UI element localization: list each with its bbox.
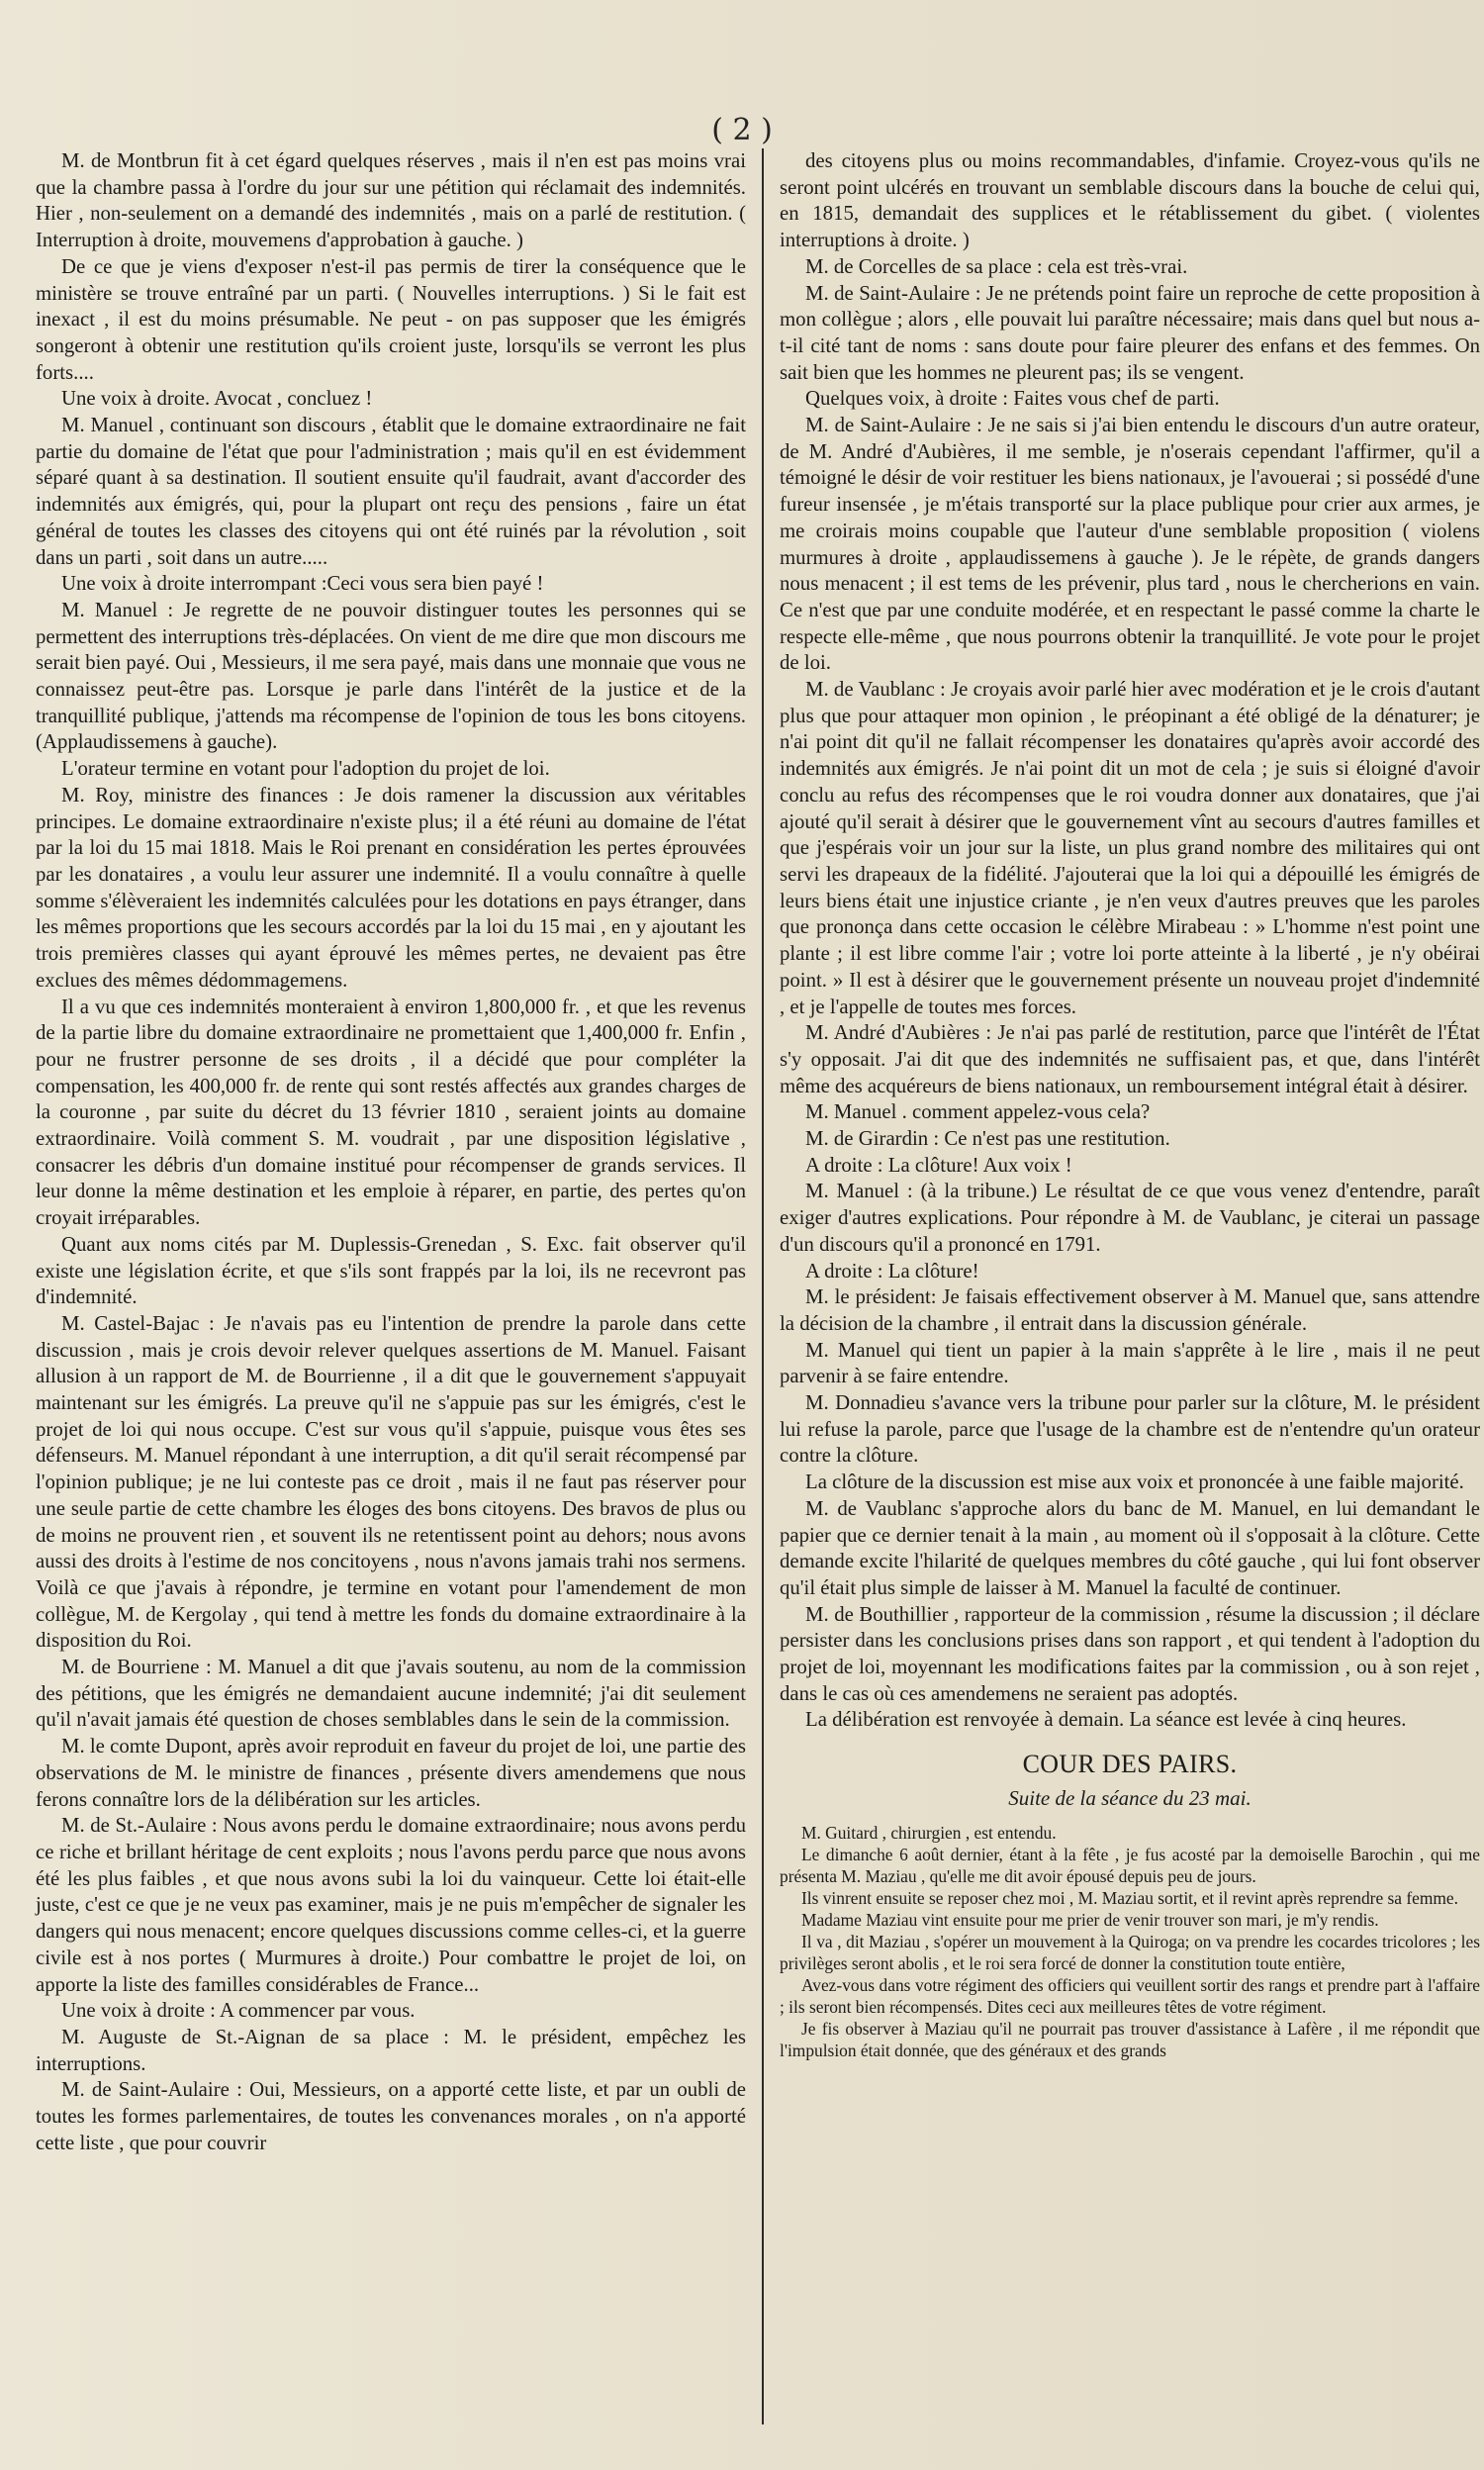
paragraph: M. de Saint-Aulaire : Je ne sais si j'ai bien entendu le discours d'un autre orateur, de M. André d'Aubières, il me semble, je n'oserais cependant l'affirmer, qu'il a témoigné le désir de voir restituer les biens nationaux, je l'avouerai ; si possédé d'une fureur insensée , je m'étais transporté sur la place publique pour crier aux armes, je me croirais moins coupable que l'auteur d'une semblable proposition ( violens murmures à droite , applaudissemens à gauche ). Je le répète, de grands dangers nous menacent ; il est tems de les prévenir, plus tard , nous le chercherions en vain. Ce n'est que par une conduite modérée, et en respectant le passé comme la charte le respecte elle-même , que nous pourrons obtenir la tranquillité. Je vote pour le projet de loi. <box>780 414 1480 675</box>
paragraph: M. de Saint-Aulaire : Je ne prétends point faire un reproche de cette proposition à mon collègue ; alors , elle pouvait lui paraître nécessaire; mais dans quel but nous a-t-il cité tant de noms : sans doute pour faire pleurer des enfans et des femmes. On sait bien que les hommes ne pleurent pas; ils se vengent. <box>780 281 1480 384</box>
paragraph: L'orateur termine en votant pour l'adoption du projet de loi. <box>61 757 550 781</box>
paragraph: M. de Saint-Aulaire : Oui, Messieurs, on a apporté cette liste, et par un oubli de toutes les formes parlementaires, de toutes les convenances morales , on n'a apporté cette liste , que pour couvrir <box>36 2078 746 2154</box>
paragraph: Il a vu que ces indemnités monteraient à environ 1,800,000 fr. , et que les revenus de la partie libre du domaine extraordinaire ne promettaient que 1,400,000 fr. Enfin , pour ne frustrer personne de ses droits , il a décidé que pour compléter la compensation, les 400,000 fr. de rente qui sont restés affectés aux grandes charges de la couronne , par suite du décret du 13 février 1810 , seraient joints au domaine extraordinaire. Voilà comment S. M. voudrait , par une disposition législative , consacrer les débris d'un domaine institué pour récompenser de grands services. Il leur donne la même destination et les emploie à réparer, en partie, des pertes qu'on croyait irréparables. <box>36 995 746 1230</box>
paragraph: Quant aux noms cités par M. Duplessis-Grenedan , S. Exc. fait observer qu'il existe une législation écrite, et que s'ils sont frappés par la loi, ils ne recevront pas d'indemnité. <box>36 1232 746 1309</box>
paragraph: Ils vinrent ensuite se reposer chez moi , M. Maziau sortit, et il revint après reprendre sa femme. <box>801 1887 1458 1908</box>
paragraph: M. de Montbrun fit à cet égard quelques réserves , mais il n'en est pas moins vrai que la chambre passa à l'ordre du jour sur une pétition qui réclamait des indemnités. Hier , non-seulement on a demandé des indemnités , mais on a parlé de restitution. ( Interruption à droite, mouvemens d'approbation à gauche. ) <box>36 149 746 252</box>
paragraph: M. de Vaublanc s'approche alors du banc de M. Manuel, en lui demandant le papier que ce dernier tenait à la main , au moment où il s'opposait à la clôture. Cette demande excite l'hilarité de quelques membres du côté gauche , qui lui font observer qu'il était plus simple de laisser à M. Manuel la faculté de continuer. <box>780 1496 1480 1599</box>
paragraph: Quelques voix, à droite : Faites vous chef de parti. <box>805 387 1220 411</box>
paragraph: M. Manuel qui tient un papier à la main s'apprête à le lire , mais il ne peut parvenir à se faire entendre. <box>780 1338 1480 1388</box>
paragraph: De ce que je viens d'exposer n'est-il pas permis de tirer la conséquence que le ministère se trouve entraîné par un parti. ( Nouvelles interruptions. ) Si le fait est inexact , il est du moins présumable. Ne peut - on pas supposer que les émigrés songeront à obtenir une restitution qu'ils croient juste, lorsqu'ils se verront les plus forts.... <box>36 254 746 384</box>
section-body <box>780 1822 1480 2061</box>
paragraph: Le dimanche 6 août dernier, étant à la fête , je fus acosté par la demoiselle Barochin , qui me présenta M. Maziau , qu'elle me dit avoir épousé depuis peu de jours. <box>780 1844 1480 1886</box>
section-subtitle: Suite de la séance du 23 mai. <box>1008 1786 1252 1811</box>
paragraph: M. de Bouthillier , rapporteur de la commission , résume la discussion ; il déclare persister dans les conclusions prises dans son rapport , et qui tendent à l'adoption du projet de loi, moyennant les modifications faites par la commission , ou à son rejet , dans le cas où ces amendemens ne seraient pas adoptés. <box>780 1602 1480 1705</box>
paragraph: M. André d'Aubières : Je n'ai pas parlé de restitution, parce que l'intérêt de l'État s'y opposait. J'ai dit que des indemnités ne suffisaient pas, et que, dans l'intérêt même des acquéreurs de biens nationaux, un remboursement intégral était à désirer. <box>780 1021 1480 1097</box>
paragraph: La délibération est renvoyée à demain. La séance est levée à cinq heures. <box>805 1708 1407 1732</box>
paragraph: Une voix à droite interrompant :Ceci vous sera bien payé ! <box>61 572 544 596</box>
paragraph: M. Guitard , chirurgien , est entendu. <box>801 1822 1057 1843</box>
paragraph: M. Donnadieu s'avance vers la tribune pour parler sur la clôture, M. le président lui refuse la parole, parce que l'usage de la chambre est de n'entendre qu'un orateur contre la clôture. <box>780 1391 1480 1468</box>
paragraph: M. le comte Dupont, après avoir reproduit en faveur du projet de loi, une partie des observations de M. le ministre de finances , présente divers amendemens que nous ferons connaître lors de la délibération sur les articles. <box>36 1735 746 1811</box>
paragraph: M. de St.-Aulaire : Nous avons perdu le domaine extraordinaire; nous avons perdu ce riche et brillant héritage de cent exploits ; nous l'avons perdu parce que nous avons été les plus faibles , et que nous avons subi la loi du vainqueur. Cette loi était-elle juste, c'est ce que je ne veux pas examiner, mais je ne puis m'empêcher de signaler les dangers qui nous menacent; encore quelques discussions comme celles-ci, et la guerre civile est à nos portes ( Murmures à droite.) Pour combattre le projet de loi, on apporte la liste des familles considérables de France... <box>36 1814 746 1996</box>
right-column <box>780 148 1480 2061</box>
paragraph: M. Auguste de St.-Aignan de sa place : M. le président, empêchez les interruptions. <box>36 2025 746 2075</box>
paragraph: A droite : La clôture! Aux voix ! <box>805 1153 1072 1177</box>
paragraph: M. Manuel : Je regrette de ne pouvoir distinguer toutes les personnes qui se permettent des interruptions très-déplacées. On vient de me dire que mon discours me serait bien payé. Oui , Messieurs, il me sera payé, mais dans une monnaie que vous ne connaissez peut-être pas. Lorsque je parle dans l'intérêt de la justice et de la tranquillité publique, j'attends ma récompense de l'opinion de tous les bons citoyens. (Applaudissemens à gauche). <box>36 598 746 754</box>
paragraph: Avez-vous dans votre régiment des officiers qui veuillent sortir des rangs et prendre part à l'affaire ; ils seront bien récompensés. Dites ceci aux meilleures têtes de votre régiment. <box>780 1974 1480 2017</box>
page-number: ( 2 ) <box>711 113 773 147</box>
paragraph: M. Manuel : (à la tribune.) Le résultat de ce que vous venez d'entendre, paraît exiger d'autres explications. Pour répondre à M. de Vaublanc, je citerai un passage d'un discours qu'il a prononcé en 1791. <box>780 1180 1480 1256</box>
paragraph: M. de Bourriene : M. Manuel a dit que j'avais soutenu, au nom de la commission des pétitions, que les émigrés ne demandaient aucune indemnité; j'ai dit seulement qu'il n'avait jamais été question de choses semblables dans le sein de la commission. <box>36 1656 746 1732</box>
paragraph: M. Castel-Bajac : Je n'avais pas eu l'intention de prendre la parole dans cette discussion , mais je crois devoir relever quelques assertions de M. Manuel. Faisant allusion à un rapport de M. de Bourrienne , il a dit que le gouvernement s'appuyait maintenant sur les émigrés. La preuve qu'il ne s'appuie pas sur les émigrés, c'est le projet de loi qui nous occupe. C'est sur vous qu'il s'appuie, puisque vous êtes ses défenseurs. M. Manuel répondant à une interruption, a dit qu'il serait récompensé par l'opinion publique; je ne lui conteste pas ce droit , mais il ne faut pas réserver pour une seule partie de cette chambre les éloges des bons citoyens. Des bravos de plus ou de moins ne prouvent rien , et souvent ils ne retentissent point au dehors; nous avons aussi des droits à l'estime de nos concitoyens , nous n'avons jamais trahi nos sermens. Voilà ce que j'avais à répondre, je termine en votant pour l'amendement de mon collègue, M. de Kergolay , qui tend à mettre les fonds du domaine extraordinaire à la disposition du Roi. <box>36 1311 746 1653</box>
paragraph: Je fis observer à Maziau qu'il ne pourrait pas trouver d'assistance à Lafère , il me répondit que l'impulsion était donnée, que des généraux et des grands <box>780 2018 1480 2060</box>
paragraph: M. le président: Je faisais effectivement observer à M. Manuel que, sans attendre la décision de la chambre , il entrait dans la discussion générale. <box>780 1285 1480 1335</box>
left-column <box>36 148 746 2156</box>
column-divider <box>762 148 764 2424</box>
paragraph: M. Manuel , continuant son discours , établit que le domaine extraordinaire ne fait partie du domaine de l'état que pour l'administration ; mais qu'il en est évidemment séparé quant à sa destination. Il soutient ensuite qu'il faudrait, avant d'accorder des indemnités aux émigrés, qui, pour la plupart ont reçu des pensions , faire un état général de toutes les classes des citoyens qui ont été ruinés par la révolution , soit dans un parti , soit dans un autre..... <box>36 414 746 569</box>
paragraph: M. de Girardin : Ce n'est pas une restitution. <box>805 1127 1170 1151</box>
paragraph: A droite : La clôture! <box>805 1259 979 1282</box>
paragraph: Il va , dit Maziau , s'opérer un mouvement à la Quiroga; on va prendre les cocardes tricolores ; les privilèges seront abolis , et le roi sera forcé de donner la constitution toute entière, <box>780 1931 1480 1973</box>
paragraph: M. de Vaublanc : Je croyais avoir parlé hier avec modération et je le crois d'autant plus que pour attaquer mon opinion , le préopinant a été obligé de la dénaturer; je n'ai point dit qu'il ne fallait récompenser les donataires qu'après avoir accordé des indemnités aux émigrés. Je n'ai point dit un mot de cela ; je suis si éloigné d'avoir conclu au refus des récompenses que le roi voudra donner aux donataires, que j'ai ajouté qu'il serait à désirer que le gouvernement vînt au secours d'autres familles et que j'espérais voir un jour sur la liste, un plus grand nombre des militaires qui ont servi les drapeaux de la fidélité. J'ajouterai que la loi qui a dépouillé les émigrés de leurs biens était une injustice criante , je n'en veux d'autres preuves que les paroles que prononça dans cette occasion le célèbre Mirabeau : » L'homme n'est point une plante ; il est libre comme l'air ; votre loi porte atteinte à la liberté , je n'y obéirai point. » Il est à désirer que le gouvernement présente un nouveau projet d'indemnité , et je l'appelle de toutes mes forces. <box>780 678 1480 1018</box>
paragraph: des citoyens plus ou moins recommandables, d'infamie. Croyez-vous qu'ils ne seront point ulcérés en trouvant un semblable discours dans la bouche de celui qui, en 1815, demandait des supplices et le rétablissement du gibet. ( violentes interruptions à droite. ) <box>780 149 1480 252</box>
paragraph: Madame Maziau vint ensuite pour me prier de venir trouver son mari, je m'y rendis. <box>801 1909 1379 1930</box>
paragraph: M. Roy, ministre des finances : Je dois ramener la discussion aux véritables principes. Le domaine extraordinaire n'existe plus; il a été réuni au domaine de l'état par la loi du 15 mai 1818. Mais le Roi prenant en considération les pertes éprouvées par les donataires , a voulu leur assurer une indemnité. Il a voulu connaître à quelle somme s'élèveraient les indemnités calculées pour les dotations en pays étranger, dans les mêmes proportions que les secours accordés par la loi du 15 mai , en y ajoutant les trois premières classes qui ayant éprouvé les mêmes pertes, ne devaient pas être exclues des mêmes dédommagemens. <box>36 783 746 992</box>
paragraph: M. de Corcelles de sa place : cela est très-vrai. <box>805 254 1188 278</box>
section-title: COUR DES PAIRS. <box>1022 1750 1238 1779</box>
paragraph: La clôture de la discussion est mise aux voix et prononcée à une faible majorité. <box>805 1471 1464 1494</box>
paragraph: Une voix à droite. Avocat , concluez ! <box>61 387 373 411</box>
paragraph: M. Manuel . comment appelez-vous cela? <box>805 1100 1151 1124</box>
paragraph: Une voix à droite : A commencer par vous. <box>61 1999 416 2023</box>
